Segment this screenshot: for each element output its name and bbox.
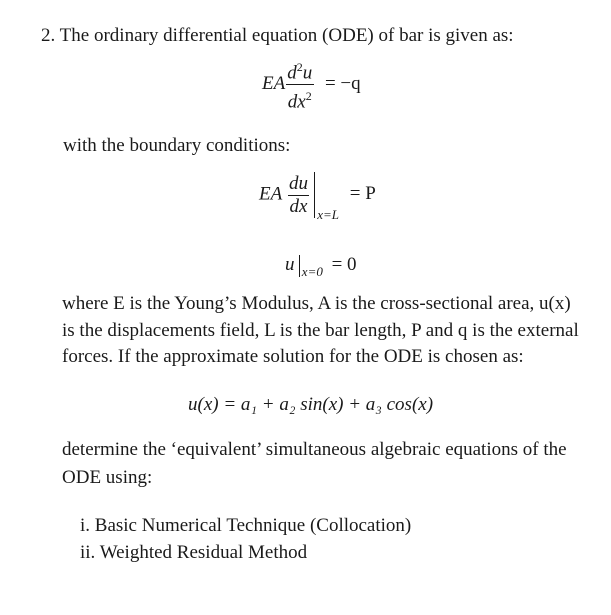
bc2-var: u: [285, 254, 295, 275]
bc1-den: dx: [289, 195, 308, 217]
ode-num-var: u: [302, 62, 313, 84]
approx-solution: u(x) = a₁ + a₂ sin(x) + a₃ cos(x): [188, 394, 434, 415]
ode-fraction: [285, 56, 314, 114]
question-intro: The ordinary differential equation (ODE) of bar is given as:: [59, 25, 514, 46]
ode-equation: [262, 56, 361, 114]
bc1-equation: [259, 172, 376, 223]
ode-rhs: = −q: [324, 73, 361, 95]
question-heading: [41, 24, 514, 48]
determine-line-2: ODE using:: [62, 467, 153, 488]
where-line-1: where E is the Young’s Modulus, A is the cross-sectional area, u(x): [62, 293, 571, 314]
ode-den: dx: [287, 91, 306, 113]
bc2-equation: [285, 254, 357, 277]
ode-num-d: d: [287, 62, 297, 84]
bc2-subscript: x=0: [301, 264, 323, 279]
where-line-2: is the displacements field, L is the bar length, P and q is the external: [62, 320, 579, 341]
bc1-subscript: x=L: [317, 207, 340, 223]
bc1-num: du: [288, 172, 308, 194]
bc1-rhs: = P: [349, 183, 376, 205]
ode-den-sup: 2: [305, 89, 312, 104]
bc1-coefficient: EA: [259, 183, 283, 205]
ode-coefficient: EA: [262, 73, 286, 95]
bc2-eval-bar: [299, 255, 300, 277]
where-line-3: forces. If the approximate solution for the ODE is chosen as:: [62, 346, 524, 367]
method-item-weighted-residual: ii. Weighted Residual Method: [80, 542, 308, 563]
method-item-collocation: i. Basic Numerical Technique (Collocation): [80, 515, 412, 536]
bc1-eval-bar: [314, 172, 315, 218]
ode-num-sup: 2: [296, 60, 303, 74]
bc2-rhs: = 0: [331, 254, 357, 275]
bc-intro: with the boundary conditions:: [63, 135, 291, 156]
determine-line-1: determine the ‘equivalent’ simultaneous algebraic equations of the: [62, 439, 567, 460]
question-number: 2.: [41, 25, 56, 46]
bc1-fraction: [287, 173, 310, 218]
